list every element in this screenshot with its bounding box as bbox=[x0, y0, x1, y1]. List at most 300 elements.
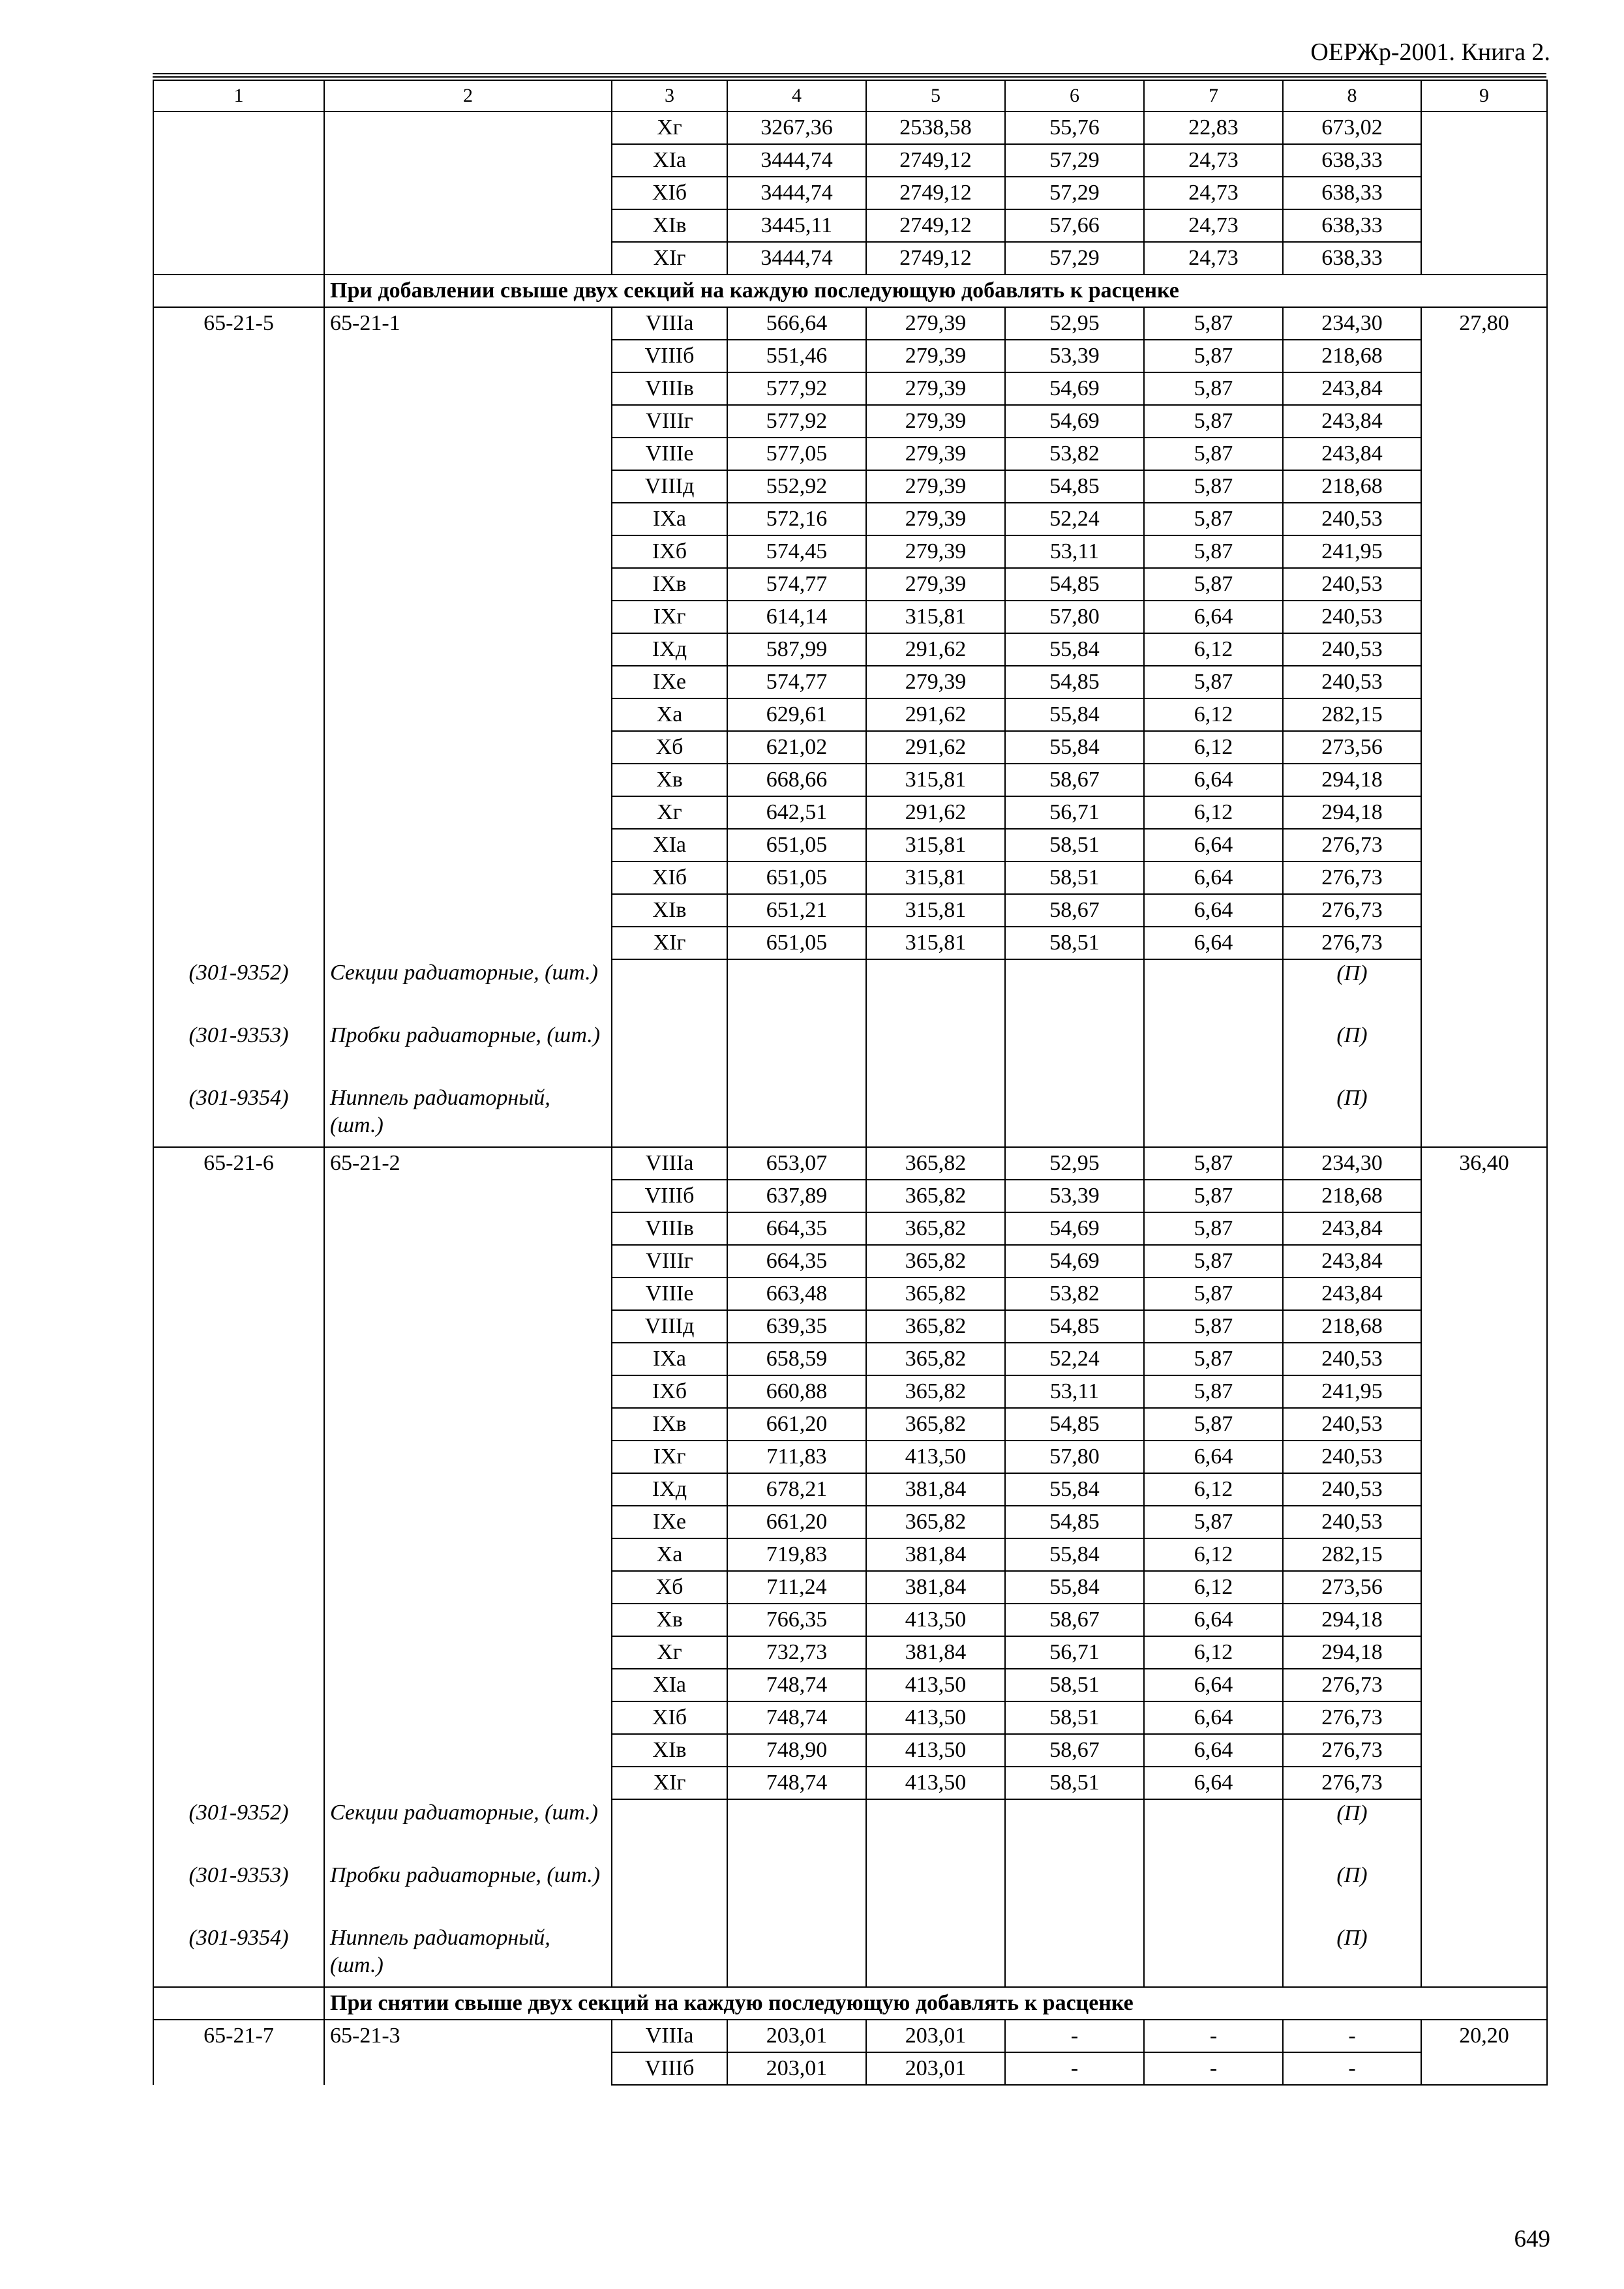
cell-col5: 381,84 bbox=[866, 1571, 1005, 1604]
resource-row bbox=[153, 1085, 1547, 1147]
cell-col6: 52,24 bbox=[1005, 1343, 1144, 1375]
cell-col4: 711,83 bbox=[727, 1441, 866, 1473]
cell-col6: 52,24 bbox=[1005, 503, 1144, 535]
cell-col5: 279,39 bbox=[866, 666, 1005, 698]
cell-region: VIIIа bbox=[612, 1147, 727, 1180]
cell-col6: 54,69 bbox=[1005, 1245, 1144, 1278]
cell-col7: 6,64 bbox=[1144, 1767, 1283, 1799]
cell-col6: - bbox=[1005, 2020, 1144, 2052]
column-number: 7 bbox=[1144, 80, 1283, 112]
cell-blank bbox=[612, 1862, 727, 1924]
cell-col8: 218,68 bbox=[1283, 470, 1421, 503]
cell-col8: 276,73 bbox=[1283, 894, 1421, 927]
cell-region: VIIIб bbox=[612, 340, 727, 372]
cell-region: IXа bbox=[612, 503, 727, 535]
cell-col5: 365,82 bbox=[866, 1408, 1005, 1441]
cell-col4: 637,89 bbox=[727, 1180, 866, 1212]
cell-col5: 315,81 bbox=[866, 764, 1005, 796]
cell-blank bbox=[1005, 1085, 1144, 1147]
column-number: 3 bbox=[612, 80, 727, 112]
cell-col5: 413,50 bbox=[866, 1767, 1005, 1799]
cell-col7: 6,12 bbox=[1144, 731, 1283, 764]
cell-region: IXг bbox=[612, 601, 727, 633]
resource-unit: (П) bbox=[1283, 1022, 1421, 1085]
cell-col8: 243,84 bbox=[1283, 1278, 1421, 1310]
resource-code: (301-9353) bbox=[153, 1022, 324, 1085]
cell-col8: 638,33 bbox=[1283, 209, 1421, 242]
cell-col6: 55,84 bbox=[1005, 1538, 1144, 1571]
cell-col5: 279,39 bbox=[866, 470, 1005, 503]
cell-blank bbox=[727, 1924, 866, 1987]
cell-col4: 572,16 bbox=[727, 503, 866, 535]
cell-col7: 6,12 bbox=[1144, 1473, 1283, 1506]
cell-col6: 53,11 bbox=[1005, 535, 1144, 568]
cell-col6: 55,84 bbox=[1005, 731, 1144, 764]
cell-col6: 55,84 bbox=[1005, 633, 1144, 666]
cell-col8: 294,18 bbox=[1283, 1636, 1421, 1669]
cell-col8: 240,53 bbox=[1283, 633, 1421, 666]
resource-name: Секции радиаторные, (шт.) bbox=[324, 959, 612, 1022]
resource-row bbox=[153, 1022, 1547, 1085]
cell-blank bbox=[1144, 959, 1283, 1022]
cell-col6: 54,69 bbox=[1005, 1212, 1144, 1245]
cell-col6: 57,29 bbox=[1005, 242, 1144, 275]
cell-col6: 55,84 bbox=[1005, 1571, 1144, 1604]
cell-col5: 279,39 bbox=[866, 340, 1005, 372]
cell-col4: 3445,11 bbox=[727, 209, 866, 242]
cell-col4: 748,90 bbox=[727, 1734, 866, 1767]
cell-region: XIа bbox=[612, 1669, 727, 1701]
cell-blank bbox=[153, 275, 324, 307]
cell-region: Ха bbox=[612, 698, 727, 731]
cell-col7: 6,12 bbox=[1144, 698, 1283, 731]
note-remove-sections: При снятии свыше двух секций на каждую последующую добавлять к расценке bbox=[324, 1987, 1547, 2020]
cell-col6: 58,51 bbox=[1005, 1767, 1144, 1799]
cell-blank bbox=[153, 1987, 324, 2020]
cell-col6: 58,51 bbox=[1005, 927, 1144, 959]
cell-col8: 218,68 bbox=[1283, 1180, 1421, 1212]
column-number: 6 bbox=[1005, 80, 1144, 112]
cell-col7: 24,73 bbox=[1144, 209, 1283, 242]
cell-col5: 315,81 bbox=[866, 829, 1005, 861]
cell-region: Хг bbox=[612, 112, 727, 144]
cell-blank bbox=[727, 1862, 866, 1924]
cell-col8: 241,95 bbox=[1283, 1375, 1421, 1408]
cell-col4: 719,83 bbox=[727, 1538, 866, 1571]
cell-col7: 5,87 bbox=[1144, 1278, 1283, 1310]
cell-col8: 243,84 bbox=[1283, 1245, 1421, 1278]
cell-col5: 279,39 bbox=[866, 307, 1005, 340]
cell-col5: 413,50 bbox=[866, 1604, 1005, 1636]
cell-blank bbox=[866, 1085, 1005, 1147]
cell-col9: 36,40 bbox=[1421, 1147, 1547, 1987]
resource-unit: (П) bbox=[1283, 1862, 1421, 1924]
cell-col5: 315,81 bbox=[866, 894, 1005, 927]
cell-col5: 279,39 bbox=[866, 568, 1005, 601]
cell-col8: 638,33 bbox=[1283, 144, 1421, 177]
cell-col4: 552,92 bbox=[727, 470, 866, 503]
cell-col4: 732,73 bbox=[727, 1636, 866, 1669]
cell-col5: 315,81 bbox=[866, 601, 1005, 633]
cell-col5: 279,39 bbox=[866, 535, 1005, 568]
cell-col4: 574,77 bbox=[727, 666, 866, 698]
cell-col4: 661,20 bbox=[727, 1408, 866, 1441]
cell-col6: 54,85 bbox=[1005, 1506, 1144, 1538]
cell-col8: - bbox=[1283, 2020, 1421, 2052]
cell-col7: 5,87 bbox=[1144, 1408, 1283, 1441]
cell-col6: 55,84 bbox=[1005, 698, 1144, 731]
cell-region: XIб bbox=[612, 177, 727, 209]
cell-col4: 587,99 bbox=[727, 633, 866, 666]
cell-col6: 54,85 bbox=[1005, 568, 1144, 601]
cell-region: IXб bbox=[612, 535, 727, 568]
cell-col4: 614,14 bbox=[727, 601, 866, 633]
cell-col6: 57,66 bbox=[1005, 209, 1144, 242]
cell-col7: 5,87 bbox=[1144, 1245, 1283, 1278]
table-row bbox=[153, 2020, 1547, 2052]
cell-blank bbox=[1005, 1924, 1144, 1987]
cell-region: VIIIв bbox=[612, 372, 727, 405]
cell-col6: 53,82 bbox=[1005, 1278, 1144, 1310]
cell-col8: 218,68 bbox=[1283, 340, 1421, 372]
rates-table bbox=[153, 80, 1548, 2086]
cell-col8: 294,18 bbox=[1283, 796, 1421, 829]
cell-col6: 53,39 bbox=[1005, 1180, 1144, 1212]
cell-col6: 58,51 bbox=[1005, 1701, 1144, 1734]
cell-col6: 57,29 bbox=[1005, 144, 1144, 177]
cell-col7: 6,64 bbox=[1144, 1701, 1283, 1734]
cell-col7: 6,12 bbox=[1144, 796, 1283, 829]
cell-region: IXд bbox=[612, 633, 727, 666]
cell-col6: 58,51 bbox=[1005, 829, 1144, 861]
cell-blank bbox=[727, 1085, 866, 1147]
resource-code: (301-9352) bbox=[153, 959, 324, 1022]
cell-col4: 651,05 bbox=[727, 927, 866, 959]
cell-col7: 5,87 bbox=[1144, 1310, 1283, 1343]
cell-col8: - bbox=[1283, 2052, 1421, 2085]
cell-blank bbox=[1005, 959, 1144, 1022]
cell-col8: 234,30 bbox=[1283, 1147, 1421, 1180]
cell-col5: 315,81 bbox=[866, 861, 1005, 894]
cell-col5: 2749,12 bbox=[866, 177, 1005, 209]
cell-col7: 6,64 bbox=[1144, 601, 1283, 633]
cell-col6: 58,67 bbox=[1005, 1734, 1144, 1767]
cell-col7: 6,64 bbox=[1144, 1441, 1283, 1473]
cell-blank bbox=[1144, 1862, 1283, 1924]
cell-col7: - bbox=[1144, 2052, 1283, 2085]
cell-col6: 58,51 bbox=[1005, 861, 1144, 894]
cell-col4: 651,21 bbox=[727, 894, 866, 927]
cell-col4: 668,66 bbox=[727, 764, 866, 796]
cell-col8: 240,53 bbox=[1283, 666, 1421, 698]
column-number: 9 bbox=[1421, 80, 1547, 112]
cell-blank bbox=[727, 1799, 866, 1862]
cell-region: XIв bbox=[612, 209, 727, 242]
cell-region: XIг bbox=[612, 1767, 727, 1799]
resource-unit: (П) bbox=[1283, 1085, 1421, 1147]
cell-col8: 276,73 bbox=[1283, 1734, 1421, 1767]
page-number: 649 bbox=[1514, 2226, 1550, 2252]
cell-col4: 748,74 bbox=[727, 1701, 866, 1734]
resource-name: Ниппель радиаторный, (шт.) bbox=[324, 1085, 612, 1147]
cell-col4: 551,46 bbox=[727, 340, 866, 372]
cell-col5: 203,01 bbox=[866, 2020, 1005, 2052]
cell-col7: 6,12 bbox=[1144, 1538, 1283, 1571]
cell-col7: 24,73 bbox=[1144, 242, 1283, 275]
cell-col5: 365,82 bbox=[866, 1212, 1005, 1245]
cell-col8: 276,73 bbox=[1283, 927, 1421, 959]
cell-col5: 413,50 bbox=[866, 1734, 1005, 1767]
table-row bbox=[153, 307, 1547, 340]
cell-col8: 294,18 bbox=[1283, 764, 1421, 796]
resource-name: Пробки радиаторные, (шт.) bbox=[324, 1862, 612, 1924]
cell-col7: 5,87 bbox=[1144, 503, 1283, 535]
column-number-row bbox=[153, 80, 1547, 112]
resource-code: (301-9352) bbox=[153, 1799, 324, 1862]
cell-region: XIг bbox=[612, 927, 727, 959]
cell-col8: 243,84 bbox=[1283, 372, 1421, 405]
cell-col8: 240,53 bbox=[1283, 1441, 1421, 1473]
cell-col6: 54,85 bbox=[1005, 470, 1144, 503]
resource-row bbox=[153, 1799, 1547, 1862]
cell-col8: 240,53 bbox=[1283, 503, 1421, 535]
cell-col7: 5,87 bbox=[1144, 1375, 1283, 1408]
cell-col8: 240,53 bbox=[1283, 1506, 1421, 1538]
rate-code: 65-21-7 bbox=[153, 2020, 324, 2085]
resource-name: Секции радиаторные, (шт.) bbox=[324, 1799, 612, 1862]
cell-col5: 365,82 bbox=[866, 1180, 1005, 1212]
resource-unit: (П) bbox=[1283, 1924, 1421, 1987]
reference-rate: 65-21-1 bbox=[324, 307, 612, 959]
cell-col6: 54,85 bbox=[1005, 1310, 1144, 1343]
cell-blank bbox=[153, 112, 324, 275]
column-number: 8 bbox=[1283, 80, 1421, 112]
cell-col7: 5,87 bbox=[1144, 307, 1283, 340]
header-rule-bottom bbox=[153, 76, 1546, 78]
resource-name: Пробки радиаторные, (шт.) bbox=[324, 1022, 612, 1085]
cell-col8: 240,53 bbox=[1283, 568, 1421, 601]
cell-col5: 365,82 bbox=[866, 1245, 1005, 1278]
cell-region: Хб bbox=[612, 731, 727, 764]
column-number: 4 bbox=[727, 80, 866, 112]
cell-col7: 24,73 bbox=[1144, 144, 1283, 177]
cell-col5: 381,84 bbox=[866, 1473, 1005, 1506]
cell-col5: 279,39 bbox=[866, 503, 1005, 535]
cell-col7: 5,87 bbox=[1144, 1506, 1283, 1538]
cell-col7: 6,64 bbox=[1144, 927, 1283, 959]
column-number: 1 bbox=[153, 80, 324, 112]
cell-col6: 58,67 bbox=[1005, 764, 1144, 796]
cell-region: VIIIе bbox=[612, 438, 727, 470]
cell-blank bbox=[324, 112, 612, 275]
cell-col7: 5,87 bbox=[1144, 1343, 1283, 1375]
cell-col8: 240,53 bbox=[1283, 601, 1421, 633]
cell-col4: 660,88 bbox=[727, 1375, 866, 1408]
cell-col8: 273,56 bbox=[1283, 1571, 1421, 1604]
cell-col8: 240,53 bbox=[1283, 1408, 1421, 1441]
cell-col6: 58,67 bbox=[1005, 894, 1144, 927]
cell-col8: 243,84 bbox=[1283, 405, 1421, 438]
cell-region: Хг bbox=[612, 796, 727, 829]
cell-col7: 24,73 bbox=[1144, 177, 1283, 209]
cell-col4: 3444,74 bbox=[727, 177, 866, 209]
table-row bbox=[153, 112, 1547, 144]
cell-col7: 5,87 bbox=[1144, 666, 1283, 698]
resource-row bbox=[153, 959, 1547, 1022]
cell-blank bbox=[612, 1085, 727, 1147]
cell-blank bbox=[866, 1022, 1005, 1085]
header-rule-top bbox=[153, 73, 1546, 74]
cell-col7: 6,64 bbox=[1144, 1669, 1283, 1701]
cell-blank bbox=[1144, 1924, 1283, 1987]
cell-col6: 54,69 bbox=[1005, 405, 1144, 438]
cell-col8: 282,15 bbox=[1283, 698, 1421, 731]
cell-col5: 365,82 bbox=[866, 1278, 1005, 1310]
cell-col4: 748,74 bbox=[727, 1767, 866, 1799]
cell-col8: 240,53 bbox=[1283, 1343, 1421, 1375]
cell-col6: 52,95 bbox=[1005, 1147, 1144, 1180]
cell-col5: 2749,12 bbox=[866, 242, 1005, 275]
cell-col6: 57,29 bbox=[1005, 177, 1144, 209]
cell-col5: 291,62 bbox=[866, 731, 1005, 764]
cell-col6: 55,76 bbox=[1005, 112, 1144, 144]
cell-col5: 365,82 bbox=[866, 1147, 1005, 1180]
cell-blank bbox=[612, 1924, 727, 1987]
cell-col5: 203,01 bbox=[866, 2052, 1005, 2085]
cell-blank bbox=[727, 1022, 866, 1085]
cell-col8: 638,33 bbox=[1283, 242, 1421, 275]
cell-col7: 5,87 bbox=[1144, 1147, 1283, 1180]
cell-col7: 6,64 bbox=[1144, 1604, 1283, 1636]
cell-region: XIб bbox=[612, 861, 727, 894]
column-number: 2 bbox=[324, 80, 612, 112]
cell-region: XIа bbox=[612, 829, 727, 861]
cell-col4: 621,02 bbox=[727, 731, 866, 764]
cell-col5: 413,50 bbox=[866, 1441, 1005, 1473]
cell-blank bbox=[612, 959, 727, 1022]
cell-col4: 566,64 bbox=[727, 307, 866, 340]
cell-col6: 52,95 bbox=[1005, 307, 1144, 340]
cell-col8: 276,73 bbox=[1283, 1669, 1421, 1701]
cell-col7: 5,87 bbox=[1144, 1212, 1283, 1245]
note-add-sections: При добавлении свыше двух секций на каждую последующую добавлять к расценке bbox=[324, 275, 1547, 307]
cell-col5: 413,50 bbox=[866, 1669, 1005, 1701]
cell-col7: 6,12 bbox=[1144, 633, 1283, 666]
cell-col5: 291,62 bbox=[866, 796, 1005, 829]
cell-region: IXг bbox=[612, 1441, 727, 1473]
cell-col4: 766,35 bbox=[727, 1604, 866, 1636]
cell-col8: 241,95 bbox=[1283, 535, 1421, 568]
cell-region: VIIIд bbox=[612, 1310, 727, 1343]
resource-code: (301-9354) bbox=[153, 1085, 324, 1147]
document-header: ОЕРЖр-2001. Книга 2. bbox=[1310, 38, 1550, 66]
resource-unit: (П) bbox=[1283, 959, 1421, 1022]
cell-col5: 279,39 bbox=[866, 438, 1005, 470]
cell-col6: 56,71 bbox=[1005, 796, 1144, 829]
cell-col7: 6,64 bbox=[1144, 764, 1283, 796]
column-number: 5 bbox=[866, 80, 1005, 112]
cell-col4: 577,92 bbox=[727, 405, 866, 438]
cell-col4: 3444,74 bbox=[727, 144, 866, 177]
cell-col5: 2749,12 bbox=[866, 144, 1005, 177]
resource-row bbox=[153, 1924, 1547, 1987]
cell-col4: 651,05 bbox=[727, 829, 866, 861]
cell-blank bbox=[1005, 1022, 1144, 1085]
cell-blank bbox=[1005, 1862, 1144, 1924]
cell-col5: 291,62 bbox=[866, 698, 1005, 731]
cell-col5: 315,81 bbox=[866, 927, 1005, 959]
cell-region: VIIIг bbox=[612, 405, 727, 438]
cell-col5: 279,39 bbox=[866, 372, 1005, 405]
cell-region: IXд bbox=[612, 1473, 727, 1506]
cell-blank bbox=[1144, 1085, 1283, 1147]
cell-region: VIIIг bbox=[612, 1245, 727, 1278]
cell-region: IXе bbox=[612, 666, 727, 698]
cell-col4: 639,35 bbox=[727, 1310, 866, 1343]
cell-col8: 273,56 bbox=[1283, 731, 1421, 764]
resource-name: Ниппель радиаторный, (шт.) bbox=[324, 1924, 612, 1987]
cell-col5: 365,82 bbox=[866, 1506, 1005, 1538]
cell-col7: 22,83 bbox=[1144, 112, 1283, 144]
reference-rate: 65-21-3 bbox=[324, 2020, 612, 2085]
note-row bbox=[153, 1987, 1547, 2020]
cell-col4: 574,45 bbox=[727, 535, 866, 568]
cell-region: VIIIа bbox=[612, 2020, 727, 2052]
cell-col7: 5,87 bbox=[1144, 568, 1283, 601]
cell-region: Хв bbox=[612, 1604, 727, 1636]
cell-region: VIIIб bbox=[612, 1180, 727, 1212]
cell-col7: 5,87 bbox=[1144, 1180, 1283, 1212]
cell-col5: 365,82 bbox=[866, 1343, 1005, 1375]
cell-col7: 6,12 bbox=[1144, 1571, 1283, 1604]
cell-col6: 53,39 bbox=[1005, 340, 1144, 372]
cell-region: XIв bbox=[612, 894, 727, 927]
cell-col6: 54,85 bbox=[1005, 1408, 1144, 1441]
cell-col8: 294,18 bbox=[1283, 1604, 1421, 1636]
cell-region: VIIIе bbox=[612, 1278, 727, 1310]
cell-col4: 658,59 bbox=[727, 1343, 866, 1375]
cell-col7: 5,87 bbox=[1144, 470, 1283, 503]
cell-col8: 638,33 bbox=[1283, 177, 1421, 209]
cell-col5: 365,82 bbox=[866, 1375, 1005, 1408]
cell-col4: 661,20 bbox=[727, 1506, 866, 1538]
cell-col7: 5,87 bbox=[1144, 340, 1283, 372]
cell-col7: 6,64 bbox=[1144, 829, 1283, 861]
cell-region: Ха bbox=[612, 1538, 727, 1571]
cell-col4: 203,01 bbox=[727, 2052, 866, 2085]
cell-region: VIIIд bbox=[612, 470, 727, 503]
cell-col8: 276,73 bbox=[1283, 1767, 1421, 1799]
cell-col5: 365,82 bbox=[866, 1310, 1005, 1343]
cell-col4: 3444,74 bbox=[727, 242, 866, 275]
cell-col8: 240,53 bbox=[1283, 1473, 1421, 1506]
cell-col5: 279,39 bbox=[866, 405, 1005, 438]
cell-col4: 711,24 bbox=[727, 1571, 866, 1604]
cell-col5: 2749,12 bbox=[866, 209, 1005, 242]
cell-blank bbox=[866, 1862, 1005, 1924]
cell-col4: 678,21 bbox=[727, 1473, 866, 1506]
cell-col7: 5,87 bbox=[1144, 535, 1283, 568]
cell-col6: 54,85 bbox=[1005, 666, 1144, 698]
cell-col6: 54,69 bbox=[1005, 372, 1144, 405]
cell-col8: 234,30 bbox=[1283, 307, 1421, 340]
cell-region: IXб bbox=[612, 1375, 727, 1408]
cell-col7: 6,64 bbox=[1144, 861, 1283, 894]
cell-col8: 282,15 bbox=[1283, 1538, 1421, 1571]
cell-blank bbox=[1144, 1022, 1283, 1085]
cell-col4: 203,01 bbox=[727, 2020, 866, 2052]
cell-col5: 381,84 bbox=[866, 1636, 1005, 1669]
